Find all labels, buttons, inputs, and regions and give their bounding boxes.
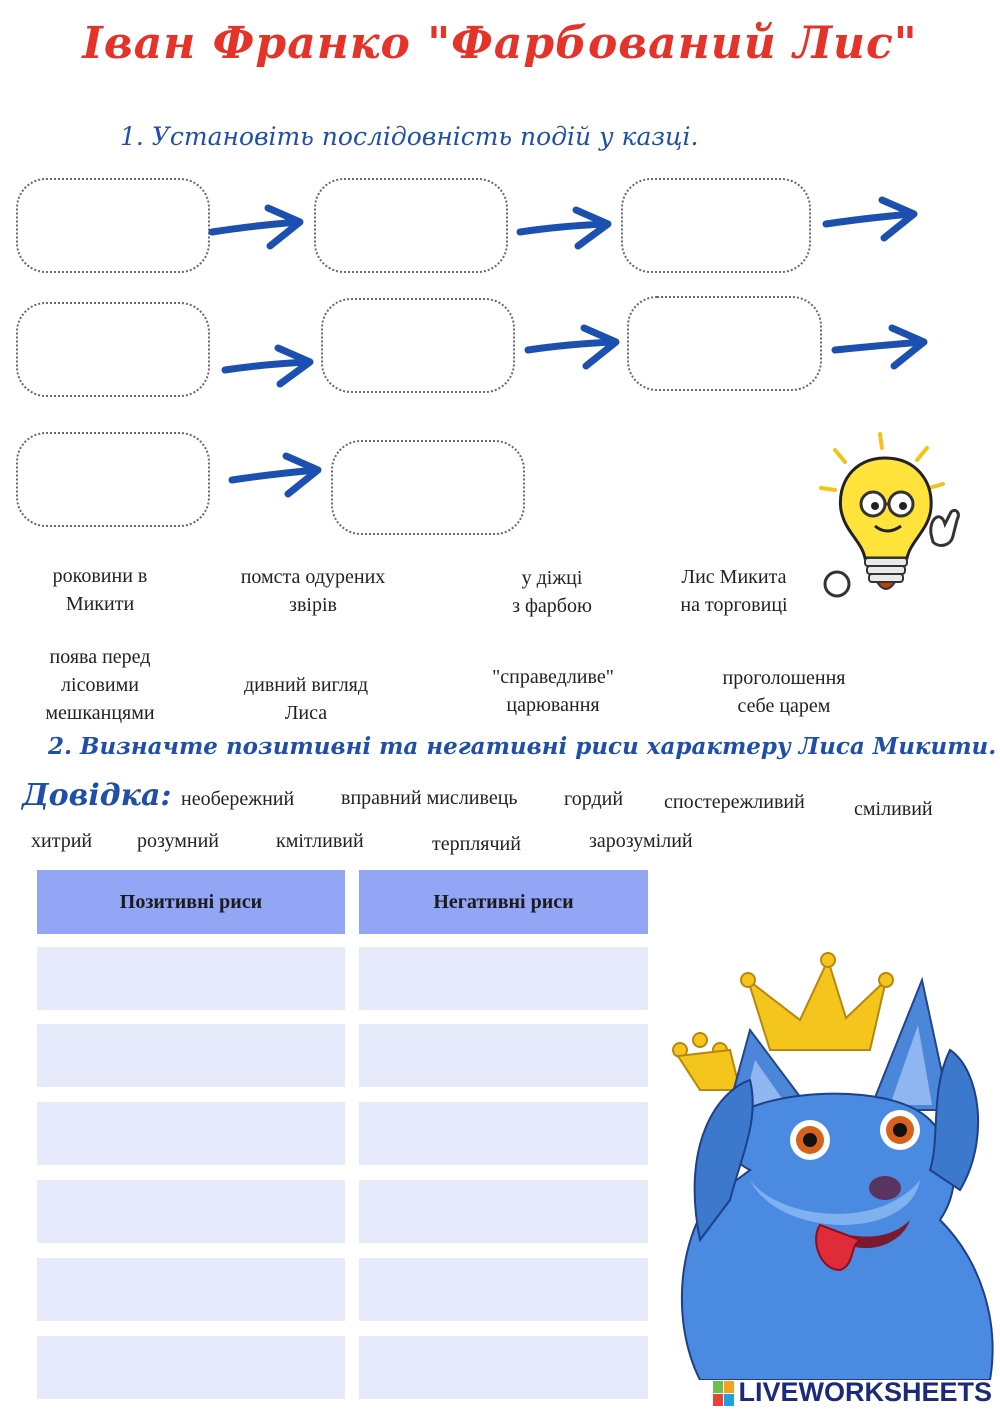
positive-traits-header: Позитивні риси xyxy=(37,870,345,934)
positive-trait-slot[interactable] xyxy=(37,1336,345,1399)
negative-trait-slot[interactable] xyxy=(359,1180,648,1243)
liveworksheets-logo xyxy=(713,1377,992,1408)
trait-card[interactable]: хитрий xyxy=(31,830,93,852)
event-card-6[interactable]: дивний вигляд Лиса xyxy=(243,674,369,724)
trait-card[interactable]: гордий xyxy=(564,788,624,810)
event-card-1[interactable]: роковини в Микити xyxy=(52,565,148,615)
page-title: Іван Франко "Фарбований Лис" xyxy=(82,18,918,69)
trait-card[interactable]: необережний xyxy=(181,788,295,810)
arrow-right-icon xyxy=(232,456,318,494)
arrow-right-icon xyxy=(520,210,608,246)
event-card-2[interactable]: помста одурених звірів xyxy=(240,566,386,616)
arrow-right-icon xyxy=(225,348,310,384)
event-card-5[interactable]: поява перед лісовими мешканцями xyxy=(45,646,155,724)
positive-trait-slot[interactable] xyxy=(37,1102,345,1165)
trait-card[interactable]: зарозумілий xyxy=(589,830,693,852)
event-card-8[interactable]: проголошення себе царем xyxy=(722,667,846,717)
task-2-heading: 2. Визначте позитивні та негативні риси характеру Лиса Микити. xyxy=(48,733,997,760)
arrow-right-icon xyxy=(212,208,300,246)
arrow-right-icon xyxy=(528,328,616,366)
positive-trait-slot[interactable] xyxy=(37,1024,345,1087)
event-card-7[interactable]: "справедливе" царювання xyxy=(492,666,614,716)
negative-trait-slot[interactable] xyxy=(359,1102,648,1165)
event-card-4[interactable]: Лис Микита на торговиці xyxy=(680,566,788,616)
trait-card[interactable]: сміливий xyxy=(854,798,933,820)
negative-trait-slot[interactable] xyxy=(359,1336,648,1399)
reference-label: Довідка: xyxy=(22,778,172,813)
liveworksheets-logo-text: LIVEWORKSHEETS xyxy=(738,1377,992,1407)
painted-fox-illustration xyxy=(660,940,1000,1380)
arrow-right-icon xyxy=(826,200,914,238)
negative-trait-slot[interactable] xyxy=(359,1024,648,1087)
trait-card[interactable]: кмітливий xyxy=(276,830,364,852)
lightbulb-mascot-icon xyxy=(815,428,965,608)
trait-card[interactable]: спостережливий xyxy=(664,791,805,813)
positive-trait-slot[interactable] xyxy=(37,1180,345,1243)
positive-trait-slot[interactable] xyxy=(37,1258,345,1321)
trait-card[interactable]: розумний xyxy=(137,830,219,852)
trait-card[interactable]: вправний мисливець xyxy=(341,787,518,809)
negative-trait-slot[interactable] xyxy=(359,947,648,1010)
negative-trait-slot[interactable] xyxy=(359,1258,648,1321)
task-1-heading: 1. Установіть послідовність подій у казці. xyxy=(120,122,699,151)
trait-card[interactable]: терплячий xyxy=(432,833,521,855)
positive-trait-slot[interactable] xyxy=(37,947,345,1010)
negative-traits-header: Негативні риси xyxy=(359,870,648,934)
event-card-3[interactable]: у діжці з фарбою xyxy=(512,567,592,617)
liveworksheets-logo-icon xyxy=(713,1381,735,1407)
arrow-right-icon xyxy=(835,328,924,366)
